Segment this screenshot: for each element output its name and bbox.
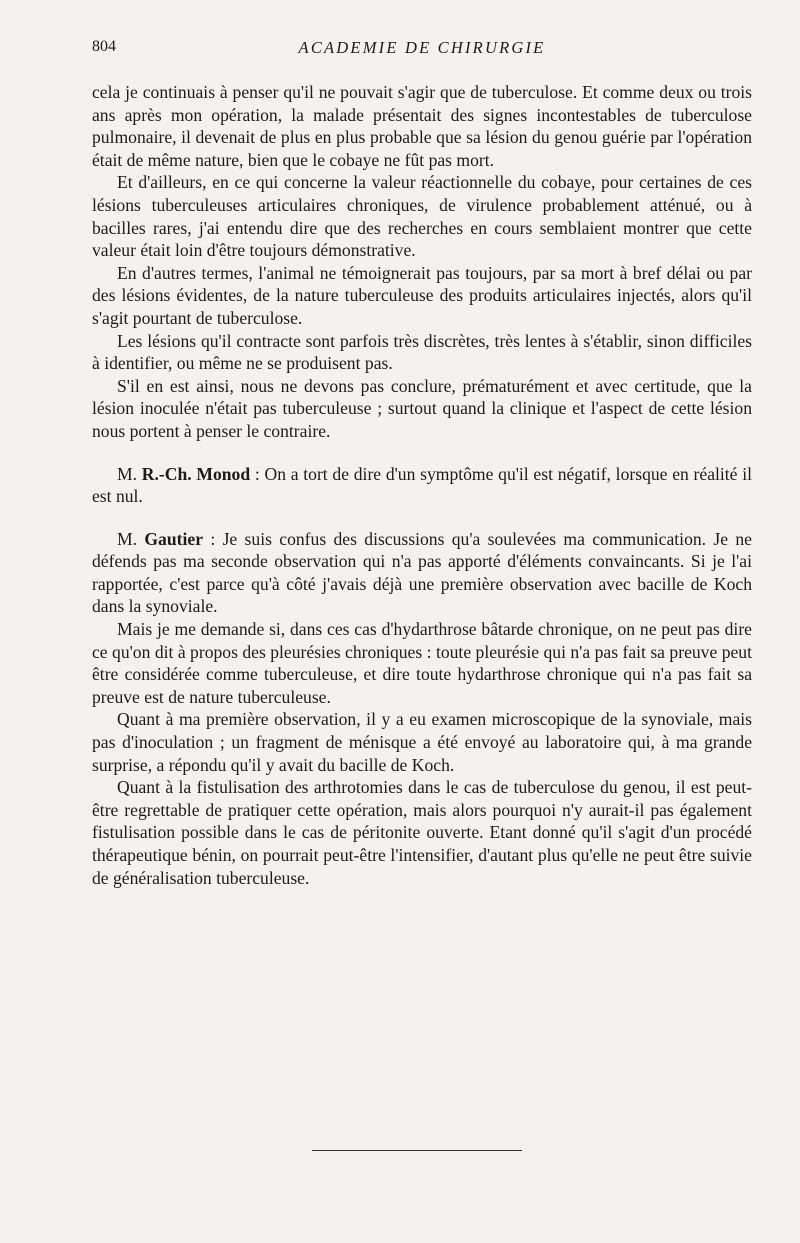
speaker-prefix: M.: [117, 463, 142, 484]
running-title: ACADEMIE DE CHIRURGIE: [298, 38, 546, 57]
page-header: [92, 38, 752, 62]
speaker-prefix: M.: [117, 528, 145, 549]
paragraph: S'il en est ainsi, nous ne devons pas conclure, prématurément et avec certitude, que la lésion inoculée n'était pas tuberculeuse ; surtout quand la clinique et l'aspect de cette lésion nous portent à penser le contraire.: [92, 375, 752, 441]
speech-monod: [92, 463, 752, 508]
paragraph: Quant à ma première observation, il y a eu examen microscopique de la synoviale, mais pas d'inoculation ; un fragment de ménisque a été envoyé au laboratoire qui, à ma grande surprise, a répondu qu'il y avait du bacille de Koch.: [92, 709, 752, 775]
paragraph: Les lésions qu'il contracte sont parfois très discrètes, très lentes à s'établir, sinon difficiles à identifier, ou même ne se produisent pas.: [92, 330, 752, 374]
speech-text: : On a tort de dire d'un symptôme qu'il est négatif, lorsque en réalité il est nul.: [92, 463, 752, 507]
speaker-name: Gautier: [144, 528, 204, 549]
speech-gautier: [92, 528, 752, 618]
paragraph: Et d'ailleurs, en ce qui concerne la valeur réactionnelle du cobaye, pour certaines de ces lésions tuberculeuses articulaires chroniques, de virulence probablement atténué, ou à bacilles rares, j'ai entendu dire que des recherches en cours semblaient montrer que cette valeur était loin d'être toujours démonstrative.: [92, 172, 752, 261]
paragraph: cela je continuais à penser qu'il ne pouvait s'agir que de tuberculose. Et comme deux ou trois ans après mon opération, la malade présentait des signes incontestables de tuberculose pulmonaire, il devenait de plus en plus probable que sa lésion du genou guérie par l'opération était de même nature, bien que le cobaye ne fût pas mort.: [92, 82, 752, 170]
paragraph: En d'autres termes, l'animal ne témoignerait pas toujours, par sa mort à bref délai ou par des lésions évidentes, de la nature tuberculeuse des produits articulaires injectés, alors qu'il s'agit pourtant de tuberculose.: [92, 262, 752, 328]
speaker-name: R.-Ch. Monod: [141, 463, 251, 484]
end-rule: [312, 1150, 522, 1151]
speech-text: : Je suis confus des discussions qu'a soulevées ma communication. Je ne défends pas ma seconde observation qui n'a pas apporté d'éléments convaincants. Si je l'ai rapportée, c'est parce qu'à côté j'avais déjà une première observation avec bacille de Koch dans la synoviale.: [92, 528, 752, 617]
paragraph: Mais je me demande si, dans ces cas d'hydarthrose bâtarde chronique, on ne peut pas dire ce qu'on dit à propos des pleurésies chroniques : toute pleurésie qui n'a pas fait sa preuve peut être considérée comme tuberculeuse, et dire toute hydarthrose chronique qui n'a pas fait sa preuve est de nature tuberculeuse.: [92, 619, 752, 707]
page-number: 804: [92, 38, 116, 55]
text-body: [92, 81, 752, 889]
paragraph: Quant à la fistulisation des arthrotomies dans le cas de tuberculose du genou, il est peut-être regrettable de pratiquer cette opération, mais alors pourquoi n'y aurait-il pas également fistulisation possible dans le cas de péritonite ouverte. Etant donné qu'il s'agit d'un procédé thérapeutique bénin, on pourrait peut-être l'intensifier, d'autant plus qu'elle ne peut être suivie de généralisation tuberculeuse.: [92, 777, 752, 888]
